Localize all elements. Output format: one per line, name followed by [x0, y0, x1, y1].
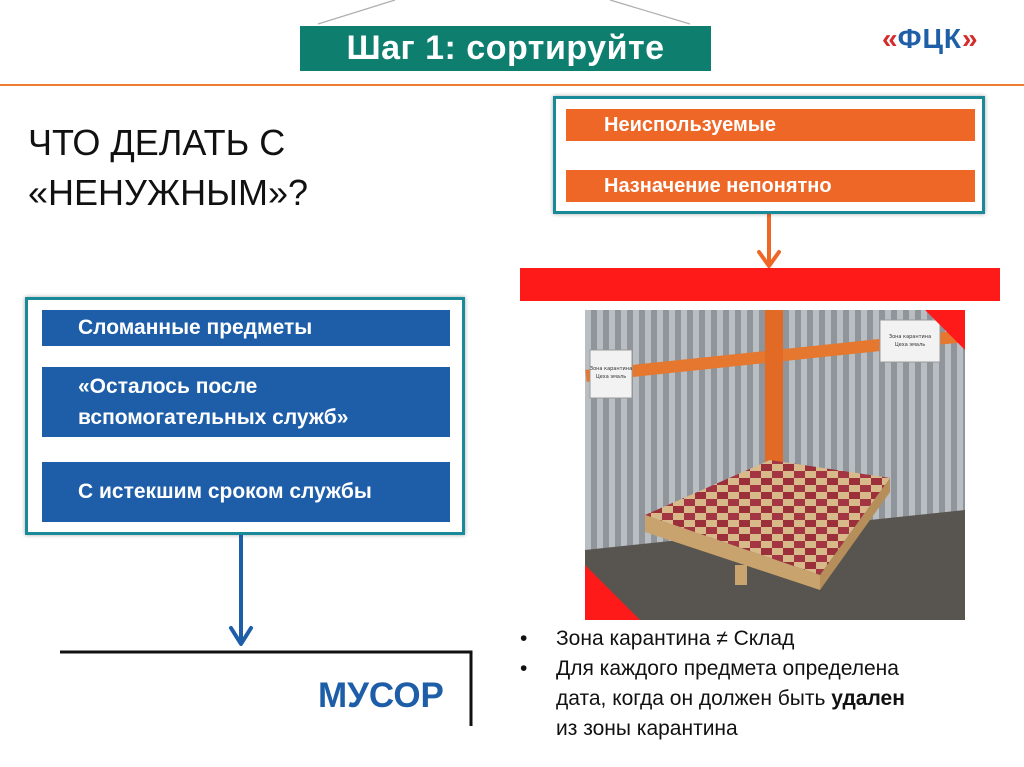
header-divider	[0, 84, 1024, 86]
item-broken: Сломанные предметы	[42, 310, 450, 346]
note-item-2-line-2: дата, когда он должен быть	[556, 687, 832, 710]
note-item-1-text: Зона карантина ≠ Склад	[556, 627, 795, 650]
logo-text: ФЦК	[897, 23, 963, 54]
question-heading	[28, 118, 308, 218]
item-leftover	[42, 367, 450, 437]
item-leftover-line-1: «Осталось после	[78, 375, 258, 398]
logo-left-bracket: «	[882, 23, 898, 54]
item-unused: Неиспользуемые	[566, 109, 975, 141]
quarantine-header-bar	[520, 268, 1000, 301]
photo-sign-right: Зона карантина	[888, 334, 932, 340]
note-item-2	[520, 654, 1000, 744]
item-leftover-line-2: вспомогательных служб»	[78, 406, 349, 429]
logo-right-bracket: »	[962, 23, 978, 54]
note-item-2-line-1: Для каждого предмета определена	[556, 657, 899, 680]
note-item-1	[520, 624, 1000, 654]
unused-items-panel	[553, 96, 985, 214]
item-expired: С истекшим сроком службы	[42, 462, 450, 522]
item-purpose-unclear: Назначение непонятно	[566, 170, 975, 202]
question-line-1: ЧТО ДЕЛАТЬ С	[28, 122, 286, 163]
company-logo	[882, 22, 994, 56]
photo-sign-left-sub: Цеха эмаль	[595, 374, 627, 380]
note-item-2-line-3: из зоны карантина	[556, 717, 738, 740]
unneeded-items-panel	[25, 297, 465, 535]
photo-sign-right-sub: Цеха эмаль	[894, 342, 926, 348]
trash-label: МУСОР	[318, 676, 444, 715]
slide-title: Шаг 1: сортируйте	[300, 26, 711, 71]
quarantine-notes	[520, 624, 1000, 744]
photo-sign-left: Зона карантина	[589, 366, 633, 372]
quarantine-zone-photo	[585, 310, 965, 620]
note-item-2-bold: удален	[831, 687, 905, 710]
question-line-2: «НЕНУЖНЫМ»?	[28, 172, 309, 213]
